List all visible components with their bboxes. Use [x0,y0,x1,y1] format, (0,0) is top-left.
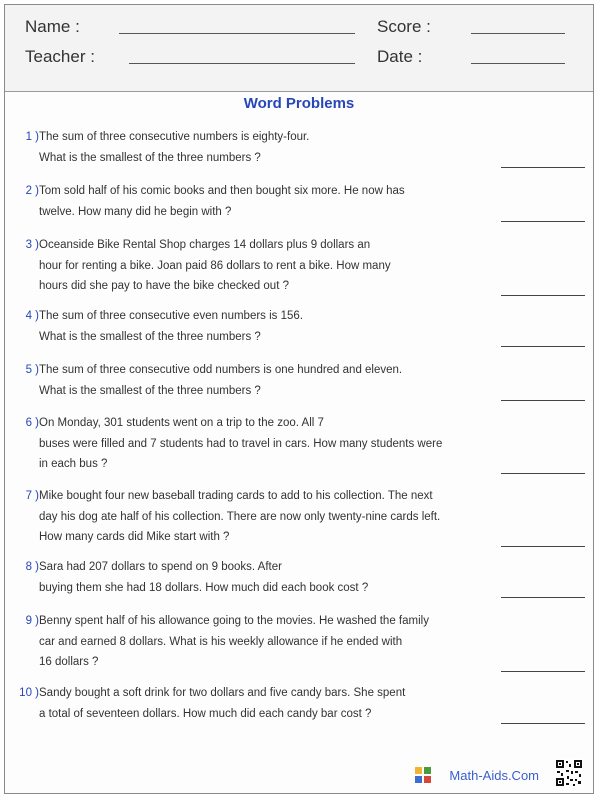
problem-text-line: Benny spent half of his allowance going to the movies. He washed the family [39,615,429,627]
answer-line[interactable] [501,400,585,401]
problem-text-line: Sandy bought a soft drink for two dollars and five candy bars. She spent [39,687,406,699]
problem-text-line: On Monday, 301 students went on a trip to the zoo. All 7 [39,417,324,429]
footer [385,761,585,787]
answer-line[interactable] [501,346,585,347]
problem-text-line: buying them she had 18 dollars. How much did each book cost ? [39,581,369,594]
qr-code-icon [555,759,583,787]
worksheet-title: Word Problems [243,95,355,112]
problem-number: 5 ) [25,364,39,376]
problem-text-line: What is the smallest of the three numbers ? [39,384,261,397]
answer-line[interactable] [501,723,585,724]
worksheet [4,4,594,794]
problem-text-line: Oceanside Bike Rental Shop charges 14 dollars plus 9 dollars an [39,239,371,251]
worksheet-header [5,5,593,92]
problem-text-line: Sara had 207 dollars to spend on 9 books. After [39,561,282,573]
problem-text-line: 16 dollars ? [39,656,99,668]
problem-text-line: buses were filled and 7 students had to travel in cars. How many students were [39,437,443,450]
problem-text-line: Mike bought four new baseball trading cards to add to his collection. The next [39,490,433,502]
problem-number: 8 ) [25,561,39,573]
brand-text[interactable]: Math-Aids.Com [449,768,539,783]
date-field[interactable] [471,63,565,64]
answer-line[interactable] [501,597,585,598]
date-label: Date : [377,47,423,66]
score-label: Score : [377,17,431,36]
score-field[interactable] [471,33,565,34]
problem-text-line: The sum of three consecutive odd numbers is one hundred and eleven. [39,364,403,376]
problem-number: 2 ) [25,185,39,197]
answer-line[interactable] [501,671,585,672]
problem-number: 3 ) [25,239,39,251]
problem-text-line: twelve. How many did he begin with ? [39,205,232,218]
problem-number: 7 ) [25,490,39,502]
math-aids-logo-icon [415,767,431,783]
problem-number: 6 ) [25,417,39,429]
problem-text-line: car and earned 8 dollars. What is his weekly allowance if he ended with [39,635,403,648]
problem-text-line: a total of seventeen dollars. How much did each candy bar cost ? [39,707,372,720]
problem-number: 1 ) [25,131,39,143]
problem-text-line: hours did she pay to have the bike checked out ? [39,280,289,292]
problem-text-line: The sum of three consecutive even numbers is 156. [39,310,304,322]
answer-line[interactable] [501,546,585,547]
problem-text-line: The sum of three consecutive numbers is eighty-four. [39,131,310,143]
problem-number: 4 ) [25,310,39,322]
problem-number: 9 ) [25,615,39,627]
name-label: Name : [25,17,80,36]
problem-text-line: What is the smallest of the three numbers ? [39,330,261,343]
answer-line[interactable] [501,473,585,474]
problem-text-line: Tom sold half of his comic books and then bought six more. He now has [39,185,405,197]
problem-number: 10 ) [19,687,39,699]
teacher-label: Teacher : [25,47,95,66]
answer-line[interactable] [501,295,585,296]
answer-line[interactable] [501,221,585,222]
teacher-field[interactable] [129,63,355,64]
name-field[interactable] [119,33,355,34]
problem-text-line: What is the smallest of the three numbers ? [39,151,261,164]
problem-text-line: day his dog ate half of his collection. There are now only twenty-nine cards left. [39,510,441,523]
problem-text-line: in each bus ? [39,458,108,470]
answer-line[interactable] [501,167,585,168]
problem-text-line: How many cards did Mike start with ? [39,531,230,543]
problem-text-line: hour for renting a bike. Joan paid 86 dollars to rent a bike. How many [39,259,391,272]
